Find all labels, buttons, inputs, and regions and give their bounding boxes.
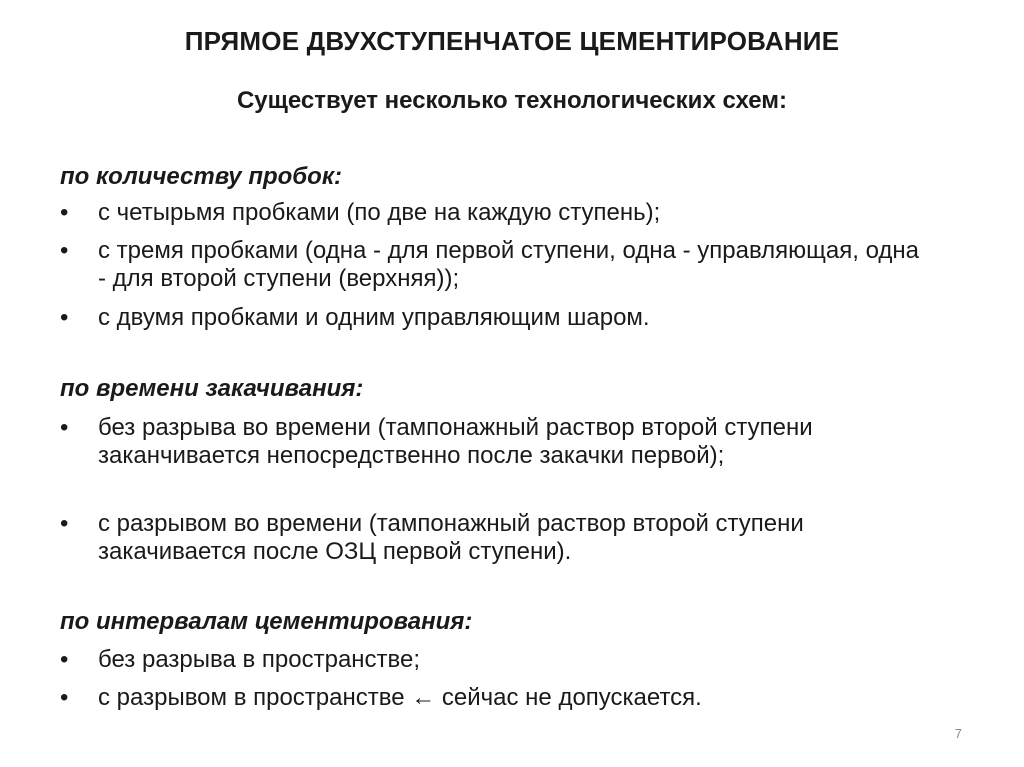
bullet-icon: •	[60, 510, 69, 537]
bullet-icon: •	[60, 646, 69, 673]
page-number: 7	[954, 726, 962, 741]
bullet-icon: •	[60, 237, 69, 264]
list-item-text: с двумя пробками и одним управляющим шаром.	[98, 304, 650, 331]
list-item-text: с четырьмя пробками (по две на каждую ступень);	[98, 199, 661, 226]
bullet-icon: •	[60, 199, 69, 226]
bullet-icon: •	[60, 304, 69, 331]
section-heading-intervals: по интервалам цементирования:	[60, 608, 473, 635]
section-heading-timing: по времени закачивания:	[60, 375, 364, 402]
section-heading-plugs: по количеству пробок:	[60, 163, 342, 190]
list-item-text: с тремя пробками (одна - для первой ступени, одна - управляющая, одна - для второй ступени (верхняя));	[98, 237, 920, 292]
bullet-icon: •	[60, 684, 69, 711]
list-item-text: с разрывом во времени (тампонажный раствор второй ступени закачивается после ОЗЦ первой ступени).	[98, 510, 804, 565]
slide-title: ПРЯМОЕ ДВУХСТУПЕНЧАТОЕ ЦЕМЕНТИРОВАНИЕ	[184, 26, 840, 56]
list-item-text: с разрывом в пространстве ← сейчас не допускается.	[98, 684, 702, 711]
list-item-text: без разрыва в пространстве;	[98, 646, 421, 673]
slide-subtitle: Существует несколько технологических схем:	[236, 87, 788, 114]
bullet-icon: •	[60, 414, 69, 441]
list-item-text: без разрыва во времени (тампонажный раствор второй ступени заканчивается непосредственно после закачки первой);	[98, 414, 813, 469]
